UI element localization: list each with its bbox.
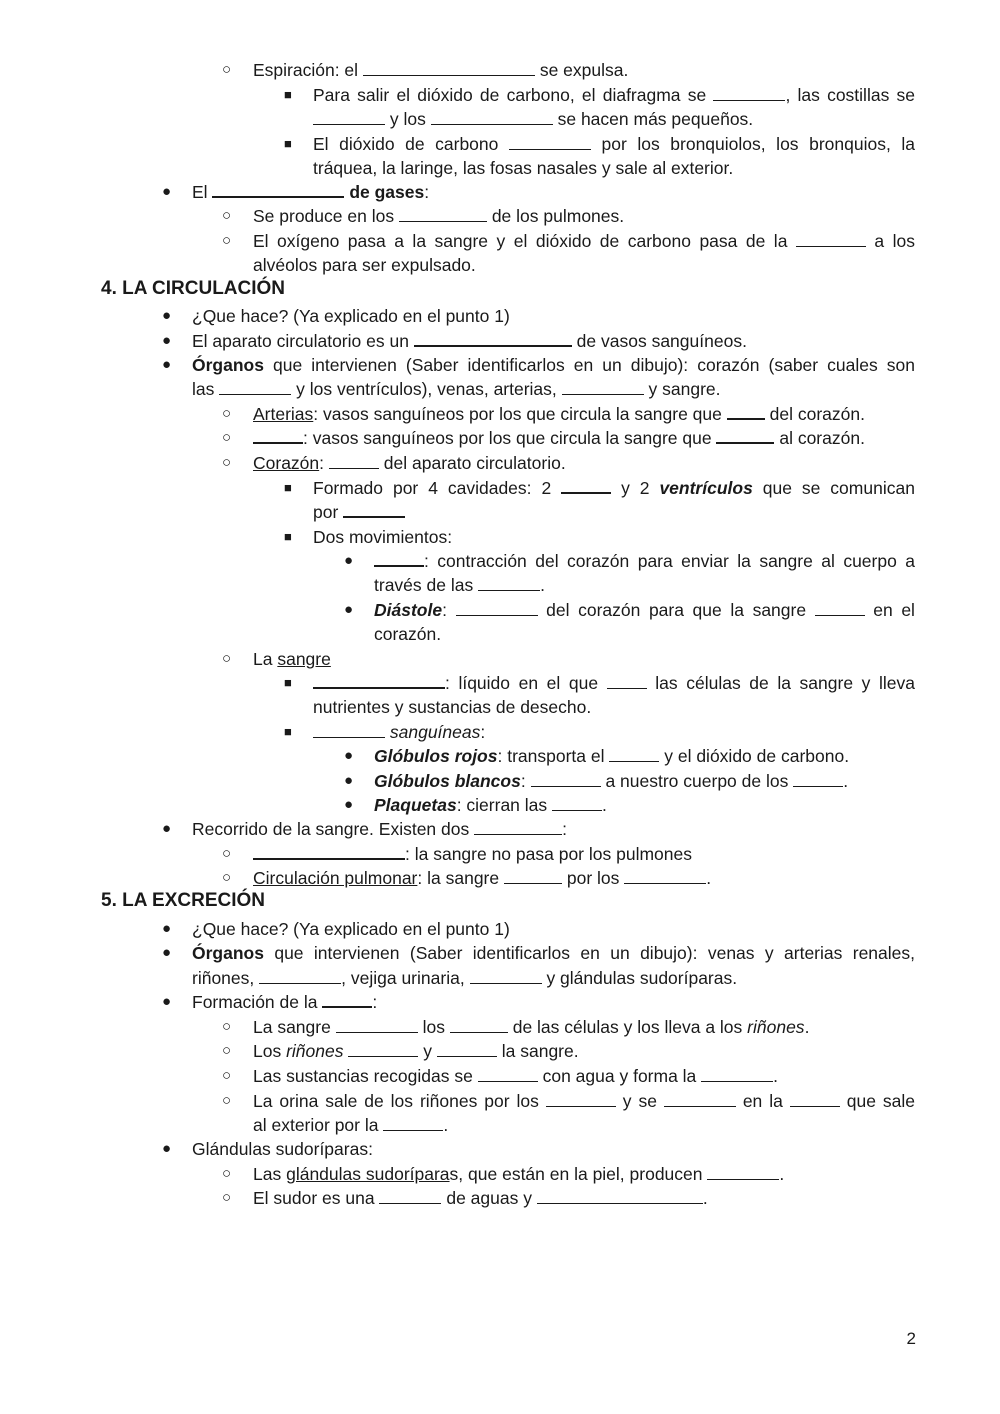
blank[interactable] — [562, 380, 644, 395]
blank[interactable] — [509, 135, 591, 150]
bullet-marker: ● — [344, 601, 354, 618]
blank[interactable] — [343, 502, 405, 518]
text-line: al exterior por la . — [253, 1115, 449, 1135]
text-line: Corazón: del aparato circulatorio. — [253, 453, 566, 473]
blank[interactable] — [713, 86, 785, 101]
text-line: : la sangre no pasa por los pulmones — [253, 843, 692, 865]
circle-marker: ○ — [222, 1067, 232, 1084]
bullet-marker: ● — [344, 747, 354, 764]
blank[interactable] — [793, 772, 843, 787]
blank[interactable] — [531, 772, 601, 787]
circle-marker: ○ — [222, 650, 232, 667]
text-line: Diástole: del corazón para que la sangre en el — [374, 600, 915, 620]
text-line: por — [313, 501, 405, 523]
blank[interactable] — [329, 454, 379, 469]
text-line: El sudor es una de aguas y . — [253, 1188, 708, 1208]
text-line: Se produce en los de los pulmones. — [253, 206, 625, 226]
circle-marker: ○ — [222, 1042, 232, 1059]
blank[interactable] — [437, 1042, 497, 1057]
square-marker: ■ — [284, 480, 292, 495]
blank[interactable] — [716, 428, 774, 444]
circle-marker: ○ — [222, 61, 232, 78]
text-line: Plaquetas: cierran las . — [374, 795, 607, 815]
blank[interactable] — [561, 478, 611, 494]
blank[interactable] — [399, 207, 487, 222]
text-line: : contracción del corazón para enviar la sangre al cuerpo a — [374, 550, 915, 572]
text-line: Órganos que intervienen (Saber identificarlos en un dibujo): corazón (saber cuales son — [192, 355, 915, 375]
blank[interactable] — [253, 844, 405, 860]
blank[interactable] — [431, 110, 553, 125]
blank[interactable] — [259, 969, 341, 984]
text-line: Glóbulos rojos: transporta el y el dióxido de carbono. — [374, 746, 850, 766]
section-heading: 4. LA CIRCULACIÓN — [101, 278, 286, 299]
circle-marker: ○ — [222, 845, 232, 862]
text-line: Las sustancias recogidas se con agua y forma la . — [253, 1066, 779, 1086]
circle-marker: ○ — [222, 454, 232, 471]
bullet-marker: ● — [344, 552, 354, 569]
text-line: ¿Que hace? (Ya explicado en el punto 1) — [192, 919, 510, 939]
circle-marker: ○ — [222, 232, 232, 249]
text-line: nutrientes y sustancias de desecho. — [313, 697, 592, 717]
blank[interactable] — [313, 673, 445, 689]
blank[interactable] — [664, 1092, 736, 1107]
blank[interactable] — [219, 380, 291, 395]
blank[interactable] — [546, 1092, 616, 1107]
circle-marker: ○ — [222, 1189, 232, 1206]
bullet-marker: ● — [344, 772, 354, 789]
circle-marker: ○ — [222, 207, 232, 224]
text-line: : líquido en el que las células de la sangre y lleva — [313, 672, 915, 694]
circle-marker: ○ — [222, 429, 232, 446]
bullet-marker: ● — [162, 944, 172, 961]
text-line: El aparato circulatorio es un de vasos sanguíneos. — [192, 331, 747, 351]
text-line: El de gases: — [192, 182, 430, 202]
text-line: Recorrido de la sangre. Existen dos : — [192, 819, 567, 839]
text-line: La orina sale de los riñones por los y se en la que sale — [253, 1091, 915, 1111]
blank[interactable] — [701, 1067, 773, 1082]
bullet-marker: ● — [162, 307, 172, 324]
text-line: Las glándulas sudoríparas, que están en la piel, producen . — [253, 1164, 785, 1184]
text-line: Los riñones y la sangre. — [253, 1041, 579, 1061]
blank[interactable] — [336, 1018, 418, 1033]
blank[interactable] — [478, 576, 540, 591]
blank[interactable] — [796, 232, 866, 247]
text-line: La sangre — [253, 649, 331, 669]
square-marker: ■ — [284, 87, 292, 102]
blank[interactable] — [253, 428, 303, 444]
circle-marker: ○ — [222, 405, 232, 422]
text-line: : vasos sanguíneos por los que circula la sangre que al corazón. — [253, 427, 865, 449]
blank[interactable] — [815, 601, 865, 616]
blank[interactable] — [552, 796, 602, 811]
text-line: sanguíneas: — [313, 721, 485, 743]
bullet-marker: ● — [162, 820, 172, 837]
blank[interactable] — [537, 1189, 703, 1204]
section-heading: 5. LA EXCRECIÓN — [101, 890, 265, 911]
blank[interactable] — [414, 331, 572, 347]
text-line: riñones, , vejiga urinaria, y glándulas sudoríparas. — [192, 968, 738, 988]
circle-marker: ○ — [222, 1018, 232, 1035]
blank[interactable] — [504, 869, 562, 884]
blank[interactable] — [607, 674, 647, 689]
blank[interactable] — [727, 404, 765, 420]
blank[interactable] — [474, 820, 562, 835]
text-line: Arterias: vasos sanguíneos por los que circula la sangre que del corazón. — [253, 404, 865, 424]
blank[interactable] — [470, 969, 542, 984]
text-line: Espiración: el se expulsa. — [253, 60, 629, 80]
blank[interactable] — [212, 182, 344, 198]
blank[interactable] — [313, 723, 385, 738]
circle-marker: ○ — [222, 869, 232, 886]
text-line: Formación de la : — [192, 992, 378, 1012]
bullet-marker: ● — [162, 332, 172, 349]
square-marker: ■ — [284, 675, 292, 690]
bullet-marker: ● — [162, 356, 172, 373]
text-line: Para salir el dióxido de carbono, el diafragma se , las costillas se — [313, 85, 915, 105]
blank[interactable] — [313, 110, 385, 125]
square-marker: ■ — [284, 529, 292, 544]
blank[interactable] — [790, 1092, 840, 1107]
circle-marker: ○ — [222, 1165, 232, 1182]
bullet-marker: ● — [162, 993, 172, 1010]
text-line: y los se hacen más pequeños. — [313, 108, 753, 130]
circle-marker: ○ — [222, 1092, 232, 1109]
blank[interactable] — [363, 61, 535, 76]
text-line: Órganos que intervienen (Saber identificarlos en un dibujo): venas y arterias renales, — [192, 943, 915, 963]
blank[interactable] — [707, 1165, 779, 1180]
text-line: ¿Que hace? (Ya explicado en el punto 1) — [192, 306, 510, 326]
blank[interactable] — [456, 601, 538, 616]
text-line: La sangre los de las células y los lleva a los riñones. — [253, 1017, 810, 1037]
blank[interactable] — [383, 1116, 443, 1131]
blank[interactable] — [609, 747, 659, 762]
blank[interactable] — [379, 1189, 441, 1204]
bullet-marker: ● — [344, 796, 354, 813]
text-line: través de las . — [374, 575, 545, 595]
square-marker: ■ — [284, 136, 292, 151]
blank[interactable] — [374, 551, 424, 567]
bullet-marker: ● — [162, 920, 172, 937]
blank[interactable] — [348, 1042, 418, 1057]
blank[interactable] — [322, 992, 372, 1008]
text-line: las y los ventrículos), venas, arterias, y sangre. — [192, 379, 721, 399]
square-marker: ■ — [284, 724, 292, 739]
text-line: tráquea, la laringe, las fosas nasales y sale al exterior. — [313, 158, 734, 178]
text-line: El dióxido de carbono por los bronquiolos, los bronquios, la — [313, 134, 915, 154]
text-line: corazón. — [374, 624, 442, 644]
bullet-marker: ● — [162, 1140, 172, 1157]
text-line: Formado por 4 cavidades: 2 y 2 ventrículos que se comunican — [313, 478, 915, 498]
text-line: alvéolos para ser expulsado. — [253, 255, 476, 275]
text-line: Glándulas sudoríparas: — [192, 1139, 373, 1159]
bullet-marker: ● — [162, 183, 172, 200]
text-line: El oxígeno pasa a la sangre y el dióxido de carbono pasa de la a los — [253, 231, 915, 251]
page-number: 2 — [906, 1329, 916, 1348]
blank[interactable] — [624, 869, 706, 884]
text-line: Glóbulos blancos: a nuestro cuerpo de los . — [374, 771, 849, 791]
text-line: Circulación pulmonar: la sangre por los . — [253, 868, 712, 888]
blank[interactable] — [450, 1018, 508, 1033]
blank[interactable] — [478, 1067, 538, 1082]
text-line: Dos movimientos: — [313, 527, 453, 547]
